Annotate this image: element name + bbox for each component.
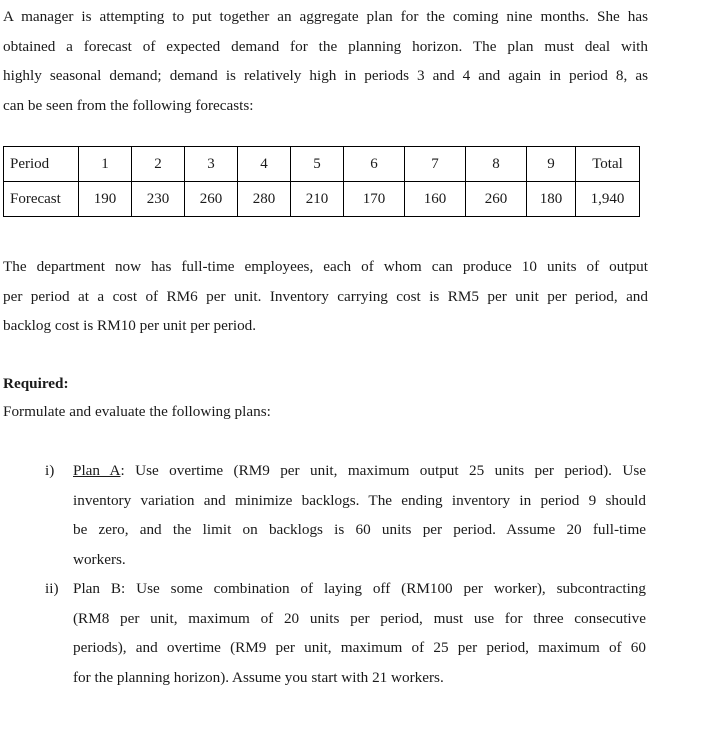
department-line: The department now has full-time employees, each of whom can produce 10 units of output <box>3 258 648 275</box>
forecast-cell: 170 <box>344 182 405 217</box>
required-heading: Required: <box>3 375 69 392</box>
period-cell: 7 <box>405 147 466 182</box>
plan-a-text: : Use overtime (RM9 per unit, maximum output 25 units per period). Use <box>120 462 646 479</box>
period-cell: 6 <box>344 147 405 182</box>
department-line: per period at a cost of RM6 per unit. Inventory carrying cost is RM5 per unit per period, and <box>3 287 648 305</box>
forecast-cell: 210 <box>291 182 344 217</box>
intro-line: can be seen from the following forecasts: <box>3 96 254 114</box>
department-paragraph <box>3 252 648 341</box>
forecast-header: Forecast <box>4 182 79 217</box>
plans-list <box>45 456 646 692</box>
intro-line: obtained a forecast of expected demand for the planning horizon. The plan must deal with <box>3 37 648 55</box>
period-cell: 5 <box>291 147 344 182</box>
intro-line: highly seasonal demand; demand is relatively high in periods 3 and 4 and again in period 8, as <box>3 67 648 84</box>
plan-line: periods), and overtime (RM9 per unit, maximum of 25 per period, maximum of 60 <box>73 639 646 656</box>
forecast-cell: 260 <box>185 182 238 217</box>
table-row <box>4 147 640 182</box>
plan-line: inventory variation and minimize backlogs. The ending inventory in period 9 should <box>73 491 646 509</box>
period-cell: 9 <box>527 147 576 182</box>
forecast-cell: 280 <box>238 182 291 217</box>
forecast-cell: 160 <box>405 182 466 217</box>
period-cell: 1 <box>79 147 132 182</box>
plan-line: Plan B: Use some combination of laying off (RM100 per worker), subcontracting <box>73 580 646 597</box>
plan-line: for the planning horizon). Assume you start with 21 workers. <box>73 668 444 686</box>
plan-line: workers. <box>73 550 126 568</box>
period-cell: 8 <box>466 147 527 182</box>
intro-paragraph <box>3 2 648 120</box>
period-cell: 2 <box>132 147 185 182</box>
required-text: Formulate and evaluate the following plans: <box>3 403 271 420</box>
forecast-cell: 190 <box>79 182 132 217</box>
plan-line <box>73 456 646 486</box>
list-marker: i) <box>45 462 55 479</box>
total-header: Total <box>576 147 640 182</box>
plan-line: be zero, and the limit on backlogs is 60 units per period. Assume 20 full-time <box>73 521 646 538</box>
period-header: Period <box>4 147 79 182</box>
list-item <box>45 574 646 692</box>
department-line: backlog cost is RM10 per unit per period. <box>3 317 257 334</box>
list-item <box>45 456 646 574</box>
period-cell: 3 <box>185 147 238 182</box>
forecast-cell: 230 <box>132 182 185 217</box>
intro-line: A manager is attempting to put together an aggregate plan for the coming nine months. She has <box>3 8 648 25</box>
list-marker: ii) <box>45 580 59 597</box>
forecast-cell: 260 <box>466 182 527 217</box>
period-cell: 4 <box>238 147 291 182</box>
total-value: 1,940 <box>576 182 640 217</box>
plan-a-title: Plan A <box>73 462 121 479</box>
table-row <box>4 182 640 217</box>
forecast-cell: 180 <box>527 182 576 217</box>
forecast-table <box>3 146 640 217</box>
plan-line: (RM8 per unit, maximum of 20 units per period, must use for three consecutive <box>73 609 646 627</box>
